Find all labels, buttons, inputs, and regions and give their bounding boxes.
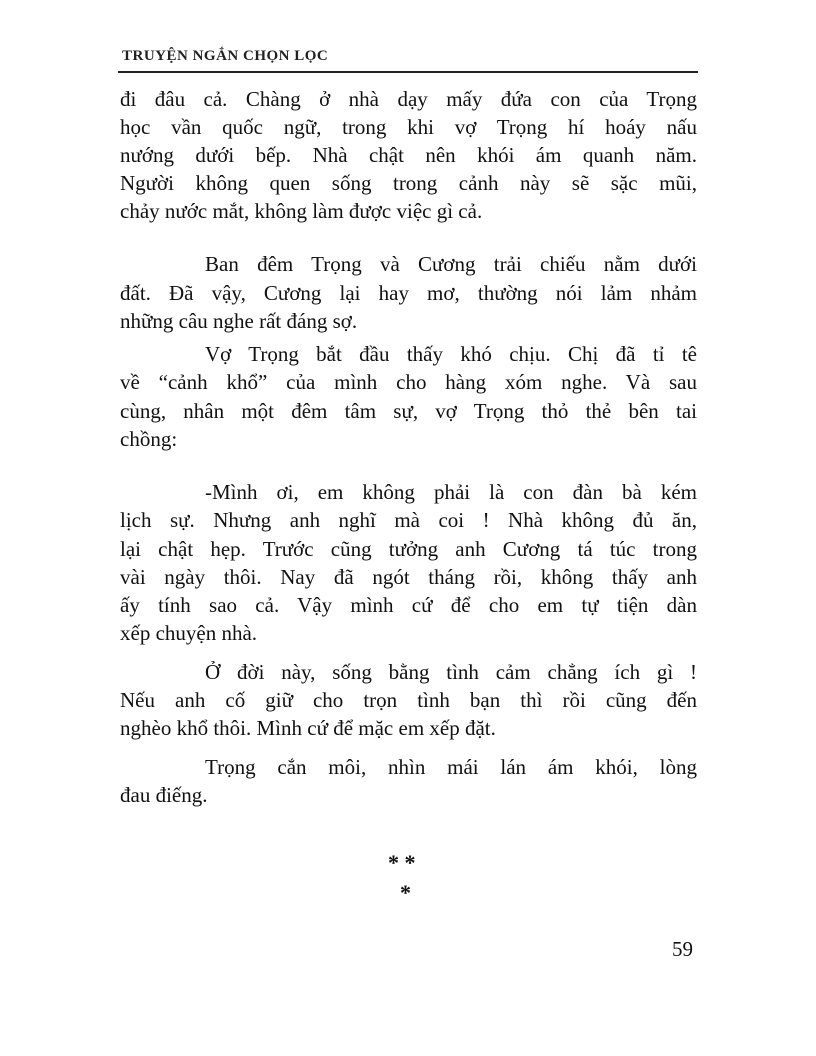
- text-line: cùng, nhân một đêm tâm sự, vợ Trọng thỏ thẻ bên tai: [120, 399, 697, 423]
- text-line: nướng dưới bếp. Nhà chật nên khói ám quanh năm.: [120, 143, 697, 167]
- text-line: chảy nước mắt, không làm được việc gì cả.: [120, 199, 483, 223]
- text-line: vài ngày thôi. Nay đã ngót tháng rồi, không thấy anh: [120, 565, 697, 589]
- running-header: TRUYỆN NGẮN CHỌN LỌC: [122, 48, 329, 64]
- text-line: chồng:: [120, 427, 178, 451]
- text-line: -Mình ơi, em không phải là con đàn bà kém: [205, 480, 697, 504]
- text-line: nghèo khổ thôi. Mình cứ để mặc em xếp đặt.: [120, 716, 496, 740]
- text-line: ấy tính sao cả. Vậy mình cứ để cho em tự tiện dàn: [120, 593, 697, 617]
- text-line: Ban đêm Trọng và Cương trải chiếu nằm dưới: [205, 252, 697, 276]
- text-line: xếp chuyện nhà.: [120, 621, 258, 645]
- text-line: đau điếng.: [120, 783, 208, 807]
- text-line: Nếu anh cố giữ cho trọn tình bạn thì rồi cũng đến: [120, 688, 697, 712]
- text-line: về “cảnh khổ” của mình cho hàng xóm nghe. Và sau: [120, 370, 697, 394]
- text-line: lịch sự. Nhưng anh nghĩ mà coi ! Nhà không đủ ăn,: [120, 508, 697, 532]
- header-rule: [118, 71, 698, 73]
- text-line: đi đâu cả. Chàng ở nhà dạy mấy đứa con của Trọng: [120, 87, 697, 111]
- text-line: Vợ Trọng bắt đầu thấy khó chịu. Chị đã tỉ tê: [205, 342, 697, 366]
- text-line: đất. Đã vậy, Cương lại hay mơ, thường nói lảm nhảm: [120, 281, 697, 305]
- text-line: Người không quen sống trong cảnh này sẽ sặc mũi,: [120, 171, 697, 195]
- text-line: những câu nghe rất đáng sợ.: [120, 309, 358, 333]
- page-number: 59: [672, 937, 693, 961]
- text-line: Ở đời này, sống bằng tình cảm chẳng ích gì !: [205, 660, 697, 684]
- section-separator-bottom: *: [400, 880, 411, 905]
- text-line: học vần quốc ngữ, trong khi vợ Trọng hí hoáy nấu: [120, 115, 697, 139]
- text-line: Trọng cắn môi, nhìn mái lán ám khói, lòng: [205, 755, 697, 779]
- text-line: lại chật hẹp. Trước cũng tưởng anh Cương tá túc trong: [120, 537, 697, 561]
- section-separator-top: * *: [388, 850, 416, 875]
